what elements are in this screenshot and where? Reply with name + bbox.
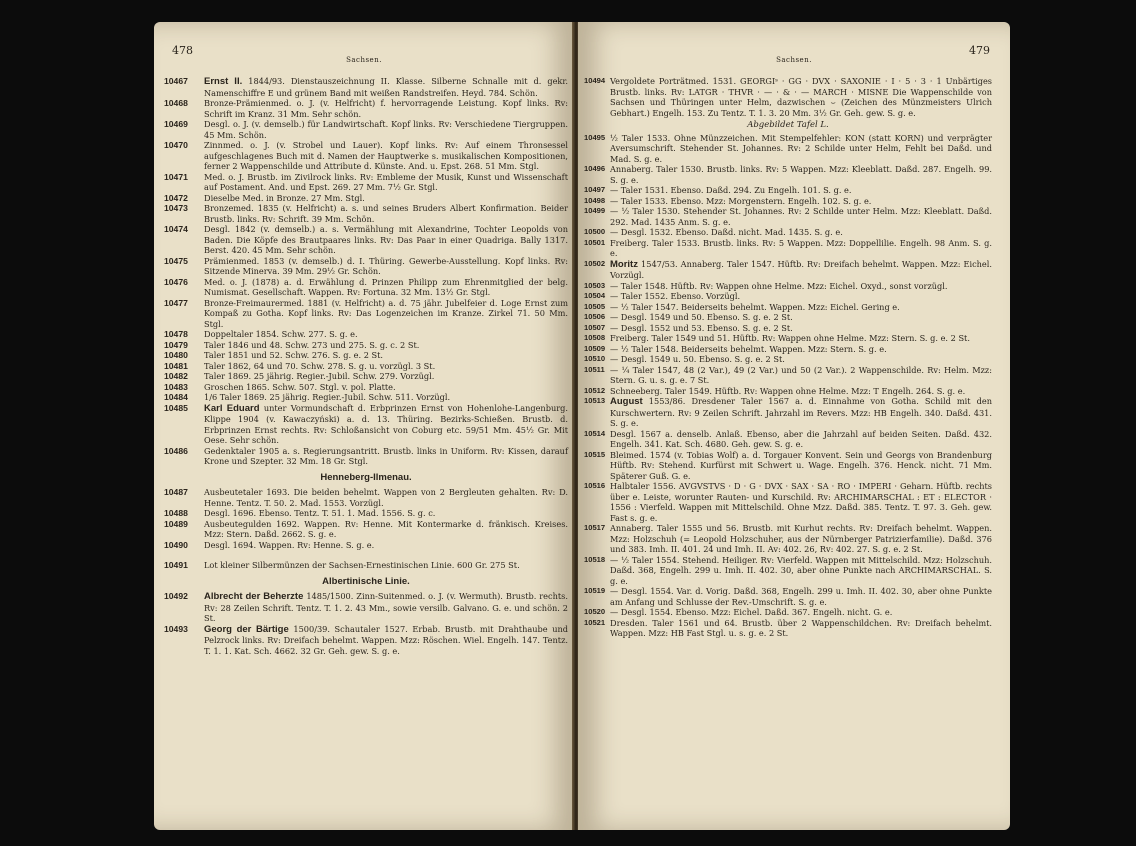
lot-number: 10499: [584, 206, 606, 215]
catalog-entry: [584, 281, 992, 292]
catalog-entry: [164, 224, 568, 256]
lot-number: 10498: [584, 195, 606, 205]
lot-number: 10497: [584, 185, 606, 194]
catalog-entry: [164, 403, 568, 446]
lot-description: Bronze-Freimaurermed. 1881 (v. Helfricht) a. d. 75 jähr. Jubelfeier d. Loge Ernst zum Kompaß zu Gotha. Kopf links. Rv: Das Logenzeichen im Kranze. Zirkel 71. 50 Mm. Stgl.: [204, 297, 568, 329]
catalog-entry: [584, 344, 992, 355]
lot-description: Annaberg. Taler 1555 und 56. Brustb. mit Kurhut rechts. Rv: Dreifach behelmt. Wappen. Mzz: Holzschuh (= Leopold Holzschuher, aus der Nürnberger Patrizierfamilie). Daßd. 376 und 383. Imh. II. 401. 24 und Imh. II. Av: 402. 26, Rv: 402. 27. S. g. e. 2 St.: [610, 523, 992, 554]
lot-number: 10521: [584, 617, 606, 627]
ruler-name: Moritz: [610, 258, 642, 270]
lot-number: 10517: [584, 523, 606, 532]
lot-number: 10518: [584, 554, 606, 564]
lot-number: 10514: [584, 428, 606, 438]
entries-group: [584, 76, 992, 118]
lot-number: 10467: [164, 76, 188, 86]
ruler-name: Karl Eduard: [204, 402, 264, 414]
lot-number: 10494: [584, 76, 606, 85]
lot-number: 10496: [584, 164, 606, 173]
catalog-entry: [584, 450, 992, 482]
lot-description: Freiberg. Taler 1533. Brustb. links. Rv: 5 Wappen. Mzz: Doppellilie. Engelh. 98 Anm. S. g. e.: [610, 237, 992, 258]
lot-description: ½ Taler 1533. Ohne Münzzeichen. Mit Stempelfehler: KON (statt KORN) und verprägter Aversumschrift. Stehender St. Johannes. Rv: 2 Schilde unter Helm, Fehlt bei Daßd. und Mad. S. g. e.: [610, 132, 992, 164]
running-head: Sachsen.: [776, 56, 812, 64]
catalog-entry: [584, 429, 992, 450]
lot-description: — ¼ Taler 1547, 48 (2 Var.), 49 (2 Var.) und 50 (2 Var.). 2 Wappenschilde. Rv: Helm. Mzz: Stern. G. u. s. g. e. 7 St.: [610, 364, 992, 385]
entries-group: [164, 560, 568, 571]
lot-number: 10468: [164, 98, 188, 108]
catalog-entry: [584, 365, 992, 386]
catalog-entry: [164, 361, 568, 372]
catalog-entry: [584, 323, 992, 334]
lot-description: Desgl. 1694. Wappen. Rv: Henne. S. g. e.: [204, 539, 375, 550]
entries-group: [584, 133, 992, 639]
lot-description: Georg der Bärtige 1500/39. Schautaler 1527. Erbab. Brustb. mit Drahthaube und Pelzrock links. Rv: Dreifach behelmt. Wappen. Mzz: Röschen. Wiel. Engelh. 147. Tentz. T. 1. 1. Kat. Sch. 4662. 32 Gr. Geh. gew. S. g. e.: [204, 623, 568, 656]
lot-description: Doppeltaler 1854. Schw. 277. S. g. e.: [204, 329, 358, 339]
entries-group: [164, 487, 568, 550]
lot-number: 10471: [164, 171, 188, 182]
lot-description: — Desgl. 1554. Ebenso. Mzz: Eichel. Daßd. 367. Engelh. nicht. G. e.: [610, 607, 893, 617]
lot-description: — Desgl. 1549 und 50. Ebenso. S. g. e. 2 St.: [610, 312, 793, 322]
catalog-entry: [164, 371, 568, 382]
lot-description: Ausbeutegulden 1692. Wappen. Rv: Henne. Mit Kontermarke d. fränkisch. Kreises. Mzz: Stern. Daßd. 2662. S. g. e.: [204, 518, 568, 539]
lot-description: Bronzemed. 1835 (v. Helfricht) a. s. und seines Bruders Albert Konfirmation. Beider Brustb. links. Rv: Schrift. 39 Mm. Schön.: [204, 203, 568, 224]
lot-description: Desgl. 1842 (v. demselb.) a. s. Vermählung mit Alexandrine, Tochter Leopolds von Baden. Die Köpfe des Brautpaares links. Rv: Das Paar in einer Quadriga. Bally 1317. Berst. 420. 45 Mm. Sehr schön.: [204, 224, 568, 255]
ruler-name: Ernst II.: [204, 76, 249, 87]
lot-number: 10490: [164, 539, 188, 550]
lot-number: 10516: [584, 481, 606, 490]
catalog-entry: [584, 227, 992, 238]
lot-number: 10504: [584, 291, 606, 300]
lot-description: Lot kleiner Silbermünzen der Sachsen-Ernestinischen Linie. 600 Gr. 275 St.: [204, 560, 520, 570]
lot-number: 10472: [164, 192, 188, 203]
catalog-entry: [164, 76, 568, 98]
entries-group: [164, 76, 568, 467]
lot-number: 10507: [584, 322, 606, 332]
lot-description: Taler 1869. 25 jährig. Regier.-Jubil. Schw. 279. Vorzügl.: [204, 371, 435, 381]
lot-number: 10488: [164, 508, 188, 518]
lot-number: 10493: [164, 623, 188, 634]
lot-number: 10486: [164, 445, 188, 456]
lot-description: Taler 1851 und 52. Schw. 276. S. g. e. 2 St.: [204, 350, 384, 360]
lot-description: — Taler 1548. Hüftb. Rv: Wappen ohne Helme. Mzz: Eichel. Oxyd., sonst vorzügl.: [610, 280, 948, 291]
lot-number: 10473: [164, 203, 188, 213]
lot-description: — ½ Taler 1530. Stehender St. Johannes. Rv: 2 Schilde unter Helm. Mzz: Kleeblatt. Daßd. 292. Mad. 1435 Anm. S. g. e.: [610, 206, 992, 227]
lot-number: 10503: [584, 280, 606, 290]
ruler-name: Albrecht der Beherzte: [204, 591, 307, 602]
lot-number: 10508: [584, 333, 606, 342]
lot-number: 10483: [164, 381, 188, 392]
lot-number: 10482: [164, 371, 188, 381]
lot-description: Prämienmed. 1853 (v. demselb.) d. I. Thüring. Gewerbe-Ausstellung. Kopf links. Rv: Sitzende Minerva. 39 Mm. 29½ Gr. Schön.: [204, 255, 568, 276]
catalog-entry: [584, 333, 992, 344]
lot-number: 10513: [584, 396, 606, 405]
ruler-name: Georg der Bärtige: [204, 623, 294, 635]
lot-number: 10484: [164, 392, 188, 402]
lot-description: Halbtaler 1556. AVGVSTVS · D · G · DVX · SAX · SA · RO · IMPERI · Geharn. Hüftb. rechts über e. Leiste, worunter Rauten- und Kurschild. Rv: ARCHIMARSCHAL : ET : ELECTOR · 1556 : Vierfeld. Wappen mit Mittelschild. Ohne Mzz. Daßd. 385. Tentz. T. 97. 3. Geh. gew. Fast s. g. e.: [610, 481, 992, 523]
catalog-entry: [584, 523, 992, 555]
catalog-entry: [164, 350, 568, 361]
lot-description: Taler 1862, 64 und 70. Schw. 278. S. g. u. vorzügl. 3 St.: [204, 360, 436, 371]
lot-description: Ausbeutetaler 1693. Die beiden behelmt. Wappen von 2 Bergleuten gehalten. Rv: D. Henne. Tentz. T. 50. 2. Mad. 1553. Vorzügl.: [204, 487, 568, 508]
lot-description: Dieselbe Med. in Bronze. 27 Mm. Stgl.: [204, 192, 365, 203]
catalog-entry: [584, 164, 992, 185]
catalog-entry: [164, 329, 568, 340]
lot-number: 10511: [584, 364, 605, 374]
lot-description: Freiberg. Taler 1549 und 51. Hüftb. Rv: Wappen ohne Helme. Mzz: Stern. S. g. e. 2 St.: [610, 333, 970, 343]
lot-number: 10519: [584, 586, 606, 595]
lot-description: Zinnmed. o. J. (v. Strobel und Lauer). Kopf links. Rv: Auf einem Thronsessel aufgeschlagenes Buch mit d. Namen der Hauptwerke s. musikalischen Kompositionen, ferner 2 Wappenschilde und Attribute d. Künste. And. u. Epst. 268. 51 Mm. Stgl.: [204, 140, 568, 171]
page-body: [164, 76, 568, 656]
lot-number: 10476: [164, 276, 188, 287]
left-page: [154, 22, 574, 830]
catalog-entry: [164, 591, 568, 624]
lot-number: 10479: [164, 339, 188, 350]
lot-description: — ½ Taler 1554. Stehend. Heiliger. Rv: Vierfeld. Wappen mit Mittelschild. Mzz: Holzschuh. Daßd. 368, Engelh. 299 u. Imh. II. 402. 30, aber ohne Punkte nach ARCHIMARSCHAL. S. g. e.: [610, 554, 992, 586]
lot-number: 10501: [584, 237, 606, 247]
lot-number: 10485: [164, 402, 188, 413]
section-heading: Henneberg-Ilmenau.: [320, 471, 412, 483]
lot-description: — Desgl. 1552 und 53. Ebenso. S. g. e. 2 St.: [610, 322, 793, 333]
catalog-entry: [584, 76, 992, 118]
lot-description: Bronze-Prämienmed. o. J. (v. Helfricht) f. hervorragende Leistung. Kopf links. Rv: Schrift im Kranz. 31 Mm. Sehr schön.: [204, 98, 568, 119]
lot-description: — ½ Taler 1547. Beiderseits behelmt. Wappen. Mzz: Eichel. Gering e.: [610, 301, 900, 312]
lot-description: — Desgl. 1549 u. 50. Ebenso. S. g. e. 2 St.: [610, 354, 785, 364]
lot-description: — ½ Taler 1548. Beiderseits behelmt. Wappen. Mzz: Stern. S. g. e.: [610, 343, 887, 354]
lot-description: Desgl. 1696. Ebenso. Tentz. T. 51. 1. Mad. 1556. S. g. c.: [204, 508, 436, 518]
lot-number: 10520: [584, 607, 606, 616]
lot-description: Gedenktaler 1905 a. s. Regierungsantritt. Brustb. links in Uniform. Rv: Kissen, darauf Krone und Szepter. 32 Mm. 18 Gr. Stgl.: [204, 445, 568, 466]
ruler-name: August: [610, 396, 649, 407]
catalog-entry: [164, 203, 568, 224]
lot-description: Groschen 1865. Schw. 507. Stgl. v. pol. Platte.: [204, 381, 396, 392]
catalog-entry: [164, 256, 568, 277]
page-body: [584, 76, 992, 639]
catalog-entry: [584, 618, 992, 639]
lot-description: Karl Eduard unter Vormundschaft d. Erbprinzen Ernst von Hohenlohe-Langenburg. Klippe 1904 (v. Kawaczyński) a. d. 13. Thüring. Bezirks-Schießen. Brustb. d. Erbprinzen Ernst rechts. Rv: Schloßansicht von Coburg etc. 59/51 Mm. 45½ Gr. Mit Oese. Sehr schön.: [204, 402, 568, 445]
catalog-entry: [584, 607, 992, 618]
catalog-entry: [164, 340, 568, 351]
lot-description: Bleimed. 1574 (v. Tobias Wolf) a. d. Torgauer Konvent. Sein und Georgs von Brandenburg Hüftb. Rv: Stehend. Kurfürst mit Schwert u. Wage. Engelh. 376. Henck. nicht. 71 Mm. Späterer Guß. G. e.: [610, 449, 992, 481]
lot-number: 10475: [164, 255, 188, 266]
catalog-entry: [584, 291, 992, 302]
lot-number: 10515: [584, 449, 606, 459]
lot-number: 10509: [584, 343, 606, 353]
lot-number: 10502: [584, 258, 606, 268]
page-number: 479: [969, 44, 990, 57]
catalog-entry: [584, 206, 992, 227]
section-heading: Albertinische Linie.: [322, 575, 410, 587]
lot-number: 10489: [164, 518, 188, 529]
catalog-entry: [164, 624, 568, 657]
lot-number: 10477: [164, 297, 188, 308]
catalog-entry: [164, 508, 568, 519]
lot-number: 10512: [584, 385, 606, 395]
catalog-entry: [584, 196, 992, 207]
catalog-entry: [584, 133, 992, 165]
lot-number: 10487: [164, 487, 188, 497]
lot-description: Med. o. J. Brustb. im Zivilrock links. Rv: Embleme der Musik, Kunst und Wissenschaft auf Postament. And. und Epst. 269. 27 Mm. 7½ Gr. Stgl.: [204, 171, 568, 192]
running-head: Sachsen.: [346, 56, 382, 64]
catalog-entry: [584, 354, 992, 365]
lot-description: Vergoldete Porträtmed. 1531. GEORGIˢ · GG · DVX · SAXONIE · I · 5 · 3 · 1 Unbärtiges Brustb. links. Rv: LATGR · THVR · — · & · — MARCH · MISNE Die Wappenschilde von Sachsen und Thüringen unter Helm, dazwischen ⌣ (Zeichen des Münzmeisters Ulrich Gebhart.) Engelh. 153. Zu Tentz. T. 1. 3. 20 Mm. 3½ Gr. Geh. gew. S. g. e.: [610, 76, 992, 118]
catalog-entry: [164, 392, 568, 403]
lot-description: Ernst II. 1844/93. Dienstauszeichnung II. Klasse. Silberne Schnalle mit d. gekr. Namenschiffre E und grünem Band mit weißen Randstreifen. Heyd. 784. Schön.: [204, 76, 568, 98]
catalog-entry: [584, 259, 992, 281]
catalog-entry: [164, 140, 568, 172]
catalog-entry: [584, 386, 992, 397]
catalog-entry: [164, 172, 568, 193]
lot-description: Schneeberg. Taler 1549. Hüftb. Rv: Wappen ohne Helme. Mzz: T Engelh. 264. S. g. e.: [610, 385, 966, 396]
right-page: [578, 22, 1010, 830]
lot-number: 10470: [164, 140, 188, 150]
catalog-entry: [164, 382, 568, 393]
catalog-entry: [164, 98, 568, 119]
lot-number: 10500: [584, 227, 606, 236]
lot-description: Dresden. Taler 1561 und 64. Brustb. über 2 Wappenschildchen. Rv: Dreifach behelmt. Wappen. Mzz: HB Fast Stgl. u. s. g. e. 2 St.: [610, 617, 992, 638]
lot-description: Med. o. J. (1878) a. d. Erwählung d. Prinzen Philipp zum Ehrenmitglied der belg. Numismat. Gesellschaft. Wappen. Rv: Fortuna. 32 Mm. 13½ Gr. Stgl.: [204, 276, 568, 297]
lot-number: 10492: [164, 591, 188, 601]
catalog-entry: [584, 238, 992, 259]
lot-description: Desgl. 1567 a. denselb. Anlaß. Ebenso, aber die Jahrzahl auf beiden Seiten. Daßd. 432. Engelh. 341. Kat. Sch. 4680. Geh. gew. S. g. e.: [610, 428, 992, 449]
lot-number: 10469: [164, 119, 188, 129]
lot-number: 10481: [164, 360, 188, 371]
catalog-entry: [164, 119, 568, 140]
lot-number: 10478: [164, 329, 188, 339]
catalog-entry: [584, 555, 992, 587]
lot-description: — Desgl. 1554. Var. d. Vorig. Daßd. 368, Engelh. 299 u. Imh. II. 402. 30, aber ohne Punkte am Anfang und Schlusse der Rev.-Umschrift. S. g. e.: [610, 586, 992, 607]
catalog-entry: [164, 487, 568, 508]
lot-number: 10510: [584, 354, 606, 363]
catalog-entry: [164, 277, 568, 298]
catalog-entry: [584, 302, 992, 313]
lot-description: — Desgl. 1532. Ebenso. Daßd. nicht. Mad. 1435. S. g. e.: [610, 227, 843, 237]
catalog-entry: [584, 586, 992, 607]
page-number: 478: [172, 44, 193, 57]
lot-description: Taler 1846 und 48. Schw. 273 und 275. S. g. c. 2 St.: [204, 339, 420, 350]
lot-number: 10506: [584, 312, 606, 321]
lot-number: 10491: [164, 560, 188, 570]
lot-description: Desgl. o. J. (v. demselb.) für Landwirtschaft. Kopf links. Rv: Verschiedene Tiergruppen. 45 Mm. Schön.: [204, 119, 568, 140]
catalog-entry: [584, 481, 992, 523]
catalog-entry: [584, 312, 992, 323]
lot-number: 10480: [164, 350, 188, 360]
catalog-entry: [164, 540, 568, 551]
entries-group: [164, 591, 568, 656]
lot-number: 10474: [164, 224, 188, 234]
lot-description: 1/6 Taler 1869. 25 jährig. Regier.-Jubil. Schw. 511. Vorzügl.: [204, 392, 451, 402]
catalog-entry: [164, 193, 568, 204]
lot-description: August 1553/86. Dresdener Taler 1567 a. d. Einnahme von Gotha. Schild mit den Kurschwertern. Rv: 9 Zeilen Schrift. Jahrzahl im Revers. Mzz: HB Engelh. 340. Daßd. 431. S. g. e.: [610, 396, 992, 428]
catalog-entry: [164, 560, 568, 571]
catalog-entry: [584, 396, 992, 429]
lot-description: Moritz 1547/53. Annaberg. Taler 1547. Hüftb. Rv: Dreifach behelmt. Wappen. Mzz: Eichel. Vorzügl.: [610, 258, 992, 280]
lot-description: — Taler 1552. Ebenso. Vorzügl.: [610, 291, 741, 301]
lot-description: Annaberg. Taler 1530. Brustb. links. Rv: 5 Wappen. Mzz: Kleeblatt. Daßd. 287. Engelh. 99. S. g. e.: [610, 164, 992, 185]
lot-description: — Taler 1533. Ebenso. Mzz: Morgenstern. Engelh. 102. S. g. e.: [610, 195, 872, 206]
catalog-entry: [584, 185, 992, 196]
plate-caption: Abgebildet Tafel L.: [747, 120, 829, 130]
catalog-entry: [164, 446, 568, 467]
lot-description: — Taler 1531. Ebenso. Daßd. 294. Zu Engelh. 101. S. g. e.: [610, 185, 852, 195]
lot-number: 10495: [584, 132, 606, 142]
lot-description: Albrecht der Beherzte 1485/1500. Zinn-Suitenmed. o. J. (v. Wermuth). Brustb. rechts. Rv: 28 Zeilen Schrift. Tentz. T. 1. 2. 43 Mm., sowie versilb. Galvano. G. e. und schön. 2 St.: [204, 591, 568, 623]
lot-number: 10505: [584, 301, 606, 311]
catalog-entry: [164, 298, 568, 330]
catalog-entry: [164, 519, 568, 540]
